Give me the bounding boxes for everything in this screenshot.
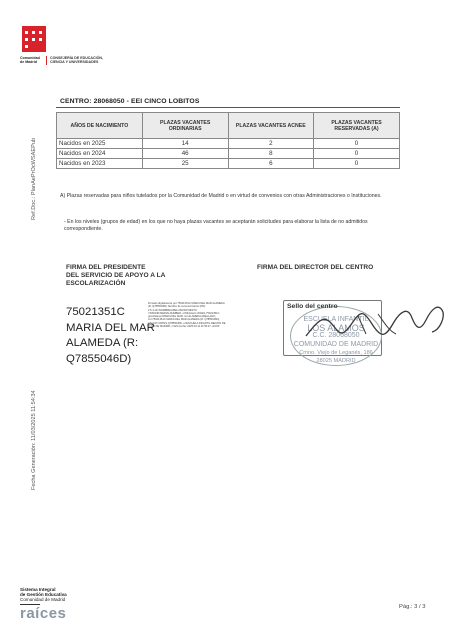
- cell-acnee: 8: [228, 149, 313, 159]
- cell-reserved: 0: [314, 139, 400, 149]
- cell-year: Nacidos en 2023: [57, 159, 143, 169]
- handwritten-signature: [300, 296, 450, 346]
- org-name: [20, 56, 40, 64]
- cell-year: Nacidos en 2025: [57, 139, 143, 149]
- cell-year: Nacidos en 2024: [57, 149, 143, 159]
- table-row: [57, 149, 400, 159]
- cell-ordinary: 14: [142, 139, 228, 149]
- signer-line1: 75021351C: [66, 306, 125, 318]
- cell-reserved: 0: [314, 159, 400, 169]
- centro-underline: [56, 107, 400, 108]
- dept-line1: CONSEJERÍA DE EDUCACIÓN,: [50, 56, 103, 60]
- header-birth-year: AÑOS DE NACIMIENTO: [57, 113, 143, 139]
- header-acnee: PLAZAS VACANTES ACNEE: [228, 113, 313, 139]
- left-title-line2: DEL SERVICIO DE APOYO A LA: [66, 272, 166, 279]
- note-no-vacancies: - En los niveles (grupos de edad) en los que no haya plazas vacantes se aceptarán solicitudes para elaborar la lista de no admitidos correspondiente.: [64, 219, 368, 232]
- system-line3: Comunidad de Madrid: [20, 597, 66, 603]
- stamp-line3: C.C. 28068050: [312, 332, 360, 340]
- org-name-line1: Comunidad: [20, 56, 40, 60]
- stamp-line1: ESCUELA INFANTIL: [303, 316, 369, 323]
- cell-acnee: 2: [228, 139, 313, 149]
- stamp-label: Sello del centro: [287, 303, 338, 310]
- stamp-line4: COMUNIDAD DE MADRID: [293, 340, 379, 348]
- left-title-line3: ESCOLARIZACIÓN: [66, 280, 126, 287]
- page-number: Pág.: 3 / 3: [399, 604, 426, 610]
- cell-ordinary: 25: [142, 159, 228, 169]
- header-reserved: PLAZAS VACANTES RESERVADAS (A): [314, 113, 400, 139]
- stamp-line5: Cmno. Viejo de Leganés, 186: [299, 349, 373, 356]
- signer-line4: Q7855046D): [66, 352, 132, 365]
- cell-reserved: 0: [314, 149, 400, 159]
- ref-doc-text: Ref.Doc.: PlanAePrOcWSAEPub: [31, 137, 37, 220]
- community-flag-logo: [22, 26, 46, 52]
- cell-ordinary: 46: [142, 149, 228, 159]
- cell-acnee: 6: [228, 159, 313, 169]
- table-row: [57, 159, 400, 169]
- org-name-line2: de Madrid: [20, 60, 37, 64]
- stamp-line6: 28025 MADRID: [316, 358, 356, 365]
- note-reserved: A) Plazas reservadas para niños tutelados por la Comunidad de Madrid o en virtud de convenios con otras Administraciones o Instituciones.: [60, 193, 382, 199]
- department-name: [50, 56, 103, 64]
- president-signature-title: [66, 264, 165, 288]
- stamp-line2: LOS ALAMOS: [307, 323, 365, 334]
- director-signature-title: FIRMA DEL DIRECTOR DEL CENTRO: [257, 264, 374, 271]
- header-ordinary: PLAZAS VACANTES ORDINARIAS: [142, 113, 228, 139]
- raices-logo: raíces: [20, 605, 67, 622]
- table-row: [57, 139, 400, 149]
- left-title-line1: FIRMA DEL PRESIDENTE: [66, 264, 146, 271]
- digital-signature-details: Firmado digitalmente por 75021351C MARIA DEL MAR ALAMEDA (R: Q7855046D) Nombre de reconocimiento (DN): 2.5.4.13=NOMBRE/APELLIDOS/PUESTO Y/DNI/NIF/SERIALNUMBER, o=Ministerio IDCES-75021351C, givenName=MARIA DEL MAR, sn=ALAMEDA ARELLANO, cn=75021351C MARIA DEL MAR ALAMEDA (R: Q7855046D), 2.5.4.97=VATES-Q7855046D, o=ESCUELA INFANTIL REGION DE FLOR DE MADRID, c=ES Fecha: 2025.03.11 11:56:47 +01'00': [148, 302, 226, 329]
- system-line1: Sistema Integral: [20, 587, 56, 592]
- table-header-row: [57, 113, 400, 139]
- centro-title: CENTRO: 28068050 - EEI CINCO LOBITOS: [60, 98, 200, 105]
- system-line2: de Gestión Educativa: [20, 592, 67, 598]
- header-divider: [46, 56, 47, 65]
- system-name: [20, 587, 67, 603]
- dept-line2: CIENCIA Y UNIVERSIDADES: [50, 60, 99, 65]
- digital-signer-name: [66, 305, 155, 367]
- generation-date-text: Fecha Generación: 11/03/2025 11:54:34: [31, 390, 37, 490]
- signer-line2: MARIA DEL MAR: [66, 321, 155, 334]
- signer-line3: ALAMEDA (R:: [66, 337, 139, 349]
- vacancies-table: [56, 112, 400, 169]
